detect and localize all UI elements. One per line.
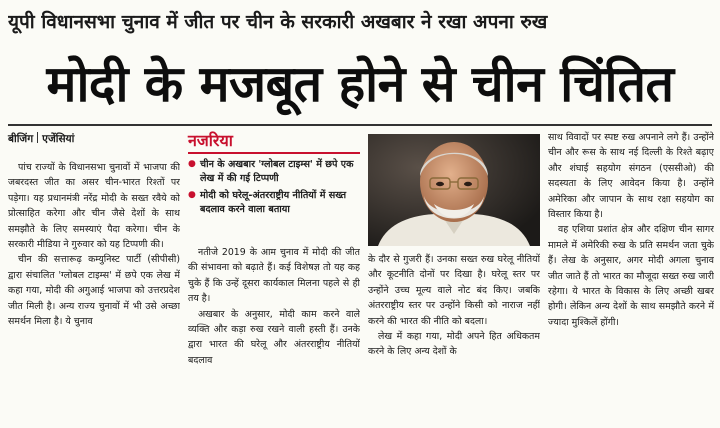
paragraph: साथ विवादों पर स्पष्ट रुख अपनाने लगे हैं। उन्होंने चीन और रूस के साथ नई दिल्ली के रिश्ते बढ़ाए और शंघाई सहयोग संगठन (एससीओ) की सदस्यता के लिए आवेदन किया है। उन्होंने अमेरिका और जापान के साथ रक्षा सहयोग का विस्तार किया है।: [548, 132, 714, 221]
bullet-item: [188, 158, 360, 186]
bullet-icon: ●: [188, 190, 196, 200]
paragraph: चीन की सत्तारूढ़ कम्युनिस्ट पार्टी (सीपीसी) द्वारा संचालित 'ग्लोबल टाइम्स' में छपे एक लेख में कहा गया, मोदी की अगुआई भाजपा को उत्तरप्रदेश जीत मिली है। अन्य राज्य चुनावों में भी उसे अच्छा समर्थन मिला है। ये चुनाव: [8, 254, 180, 328]
bullet-text: मोदी को घरेलू-अंतरराष्ट्रीय नीतियों में सख्त बदलाव करने वाला बताया: [200, 190, 347, 215]
article-column-4: [548, 130, 714, 424]
headline-divider: [8, 124, 712, 126]
paragraph: वह एशिया प्रशांत क्षेत्र और दक्षिण चीन सागर मामले में अमेरिकी रुख के प्रति समर्थन जता चुके हैं। लेख के अनुसार, अगर मोदी अगला चुनाव जीत जाते हैं तो भारत का मौजूदा सख्त रुख जारी रहेगा। ये भारत के विकास के लिए अच्छी खबर होगी। लेकिन अन्य देशों के साथ समझौते करने में ज्यादा मुश्किलें होंगी।: [548, 224, 714, 328]
paragraph: के दौर से गुजरी हैं। उनका सख्त रुख घरेलू नीतियों और कूटनीति दोनों पर दिखा है। घरेलू स्तर पर उन्होंने उच्च मूल्य वाले नोट बंद किए। जबकि अंतरराष्ट्रीय स्तर पर उन्होंने किसी को नाराज नहीं करने की भारत की नीति को बदला।: [368, 254, 540, 327]
article-column-1: [8, 160, 180, 424]
paragraph: नतीजे 2019 के आम चुनाव में मोदी की जीत की संभावना को बढ़ाते हैं। कई विशेषज्ञ तो यह कह चुके हैं कि उन्हें दूसरा कार्यकाल मिलना पहले से ही तय है।: [188, 247, 360, 305]
article-column-2: [188, 245, 360, 425]
perspective-rule: [188, 152, 360, 154]
perspective-bullets: [188, 158, 360, 217]
bullet-icon: ●: [188, 159, 196, 169]
portrait-photo: [368, 134, 540, 246]
dateline: [8, 132, 74, 146]
paragraph: अखबार के अनुसार, मोदी काम करने वाले व्यक्ति और कड़ा रुख रखने वाली हस्ती हैं। उनके द्वारा भारत की घरेलू और अंतरराष्ट्रीय नीतियों बदलाव: [188, 308, 360, 366]
paragraph: पांच राज्यों के विधानसभा चुनावों में भाजपा की जबरदस्त जीत का असर चीन-भारत रिश्तों पर पड़ेगा। यह प्रधानमंत्री नरेंद्र मोदी के सख्त रवैये को प्रोत्साहित करेगा और चीन जैसे देशों के साथ समझौते के लिए समस्याएं पैदा करेगा। चीन के सरकारी मीडिया ने गुरुवार को यह टिप्पणी की।: [8, 162, 180, 251]
main-headline: मोदी के मजबूत होने से चीन चिंतित: [46, 55, 674, 113]
perspective-box: [188, 130, 360, 220]
article-column-3: [368, 252, 540, 424]
perspective-label: नजरिया: [188, 131, 233, 150]
dateline-agency: एजेंसियां: [42, 133, 75, 145]
paragraph: लेख में कहा गया, मोदी अपने हित अधिकतम करने के लिए अन्य देशों के: [368, 331, 540, 358]
kicker-headline: यूपी विधानसभा चुनाव में जीत पर चीन के सरकारी अखबार ने रखा अपना रुख: [8, 11, 548, 33]
bullet-item: [188, 189, 360, 217]
portrait-illustration: [368, 134, 540, 246]
bullet-text: चीन के अखबार 'ग्लोबल टाइम्स' में छपे एक लेख में की गई टिप्पणी: [200, 159, 354, 184]
dateline-separator: [37, 132, 38, 143]
dateline-place: बीजिंग: [8, 133, 34, 145]
